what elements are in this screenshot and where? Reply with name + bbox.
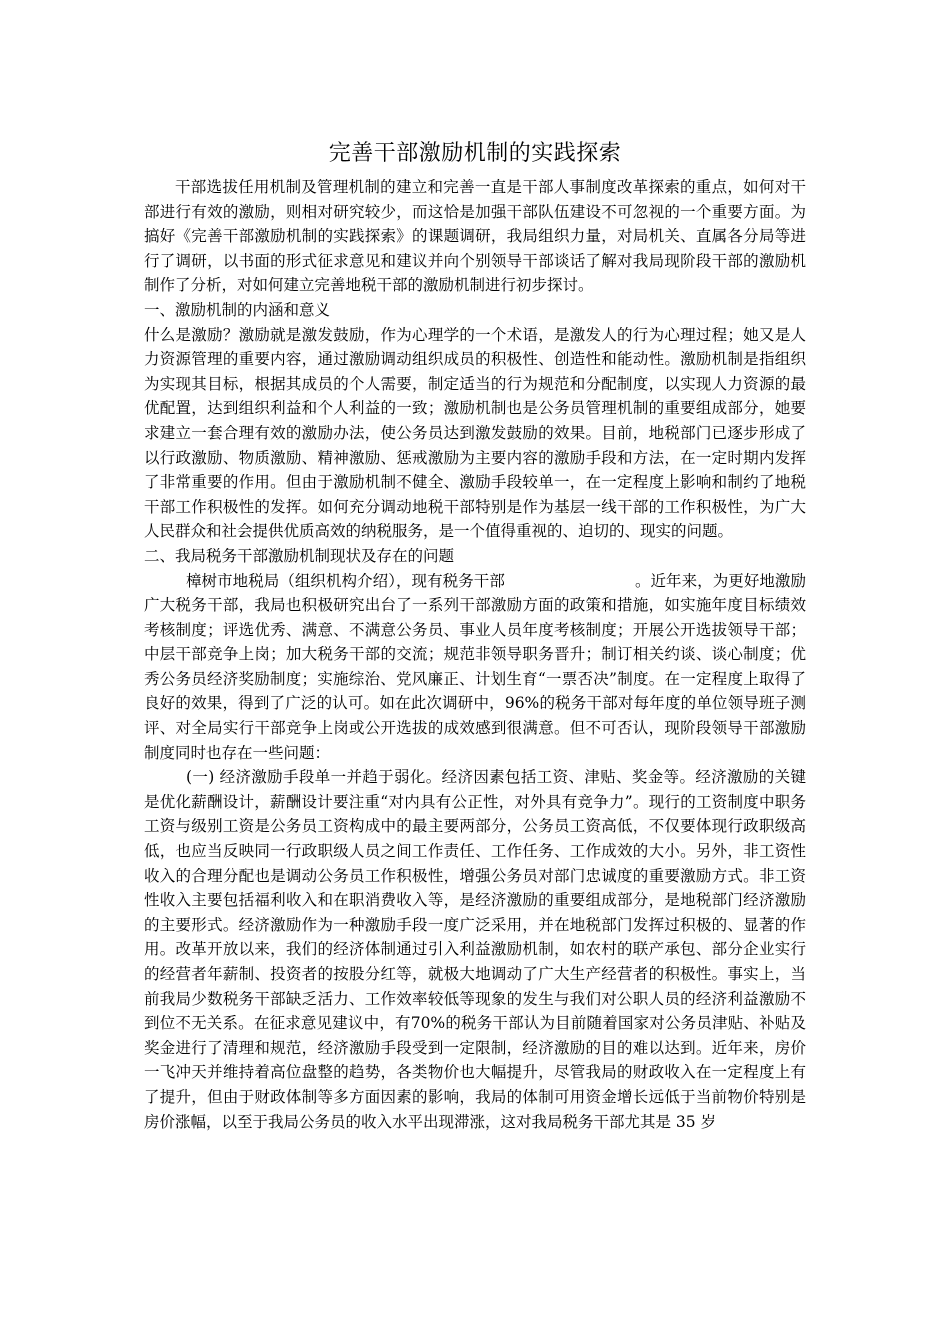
- document-page: [144, 137, 806, 1134]
- section-2-paragraph-1-start: 樟树市地税局（组织机构介绍），现有税务干部: [186, 571, 505, 590]
- section-2-heading: 二、我局税务干部激励机制现状及存在的问题: [144, 546, 455, 565]
- section-1-heading: 一、激励机制的内涵和意义: [144, 300, 331, 319]
- document-title: 完善干部激励机制的实践探索: [328, 141, 622, 166]
- intro-paragraph: 干部选拔任用机制及管理机制的建立和完善一直是干部人事制度改革探索的重点，如何对干部进行有效的激励，则相对研究较少，而这恰是加强干部队伍建设不可忽视的一个重要方面。为搞好《完善干部激励机制的实践探索》的课题调研，我局组织力量，对局机关、直属各分局等进行了调研，以书面的形式征求意见和建议并向个别领导干部谈话了解对我局现阶段干部的激励机制作了分析，对如何建立完善地税干部的激励机制进行初步探讨。: [144, 178, 806, 295]
- section-2-paragraph-2: (一) 经济激励手段单一并趋于弱化。经济因素包括工资、津贴、奖金等。经济激励的关键是优化薪酬设计，薪酬设计要注重“对内具有公正性，对外具有竞争力”。现行的工资制度中职务工资与级别工资是公务员工资构成中的最主要两部分，公务员工资高低，不仅要体现行政职级高低，也应当反映同一行政职级人员之间工作责任、工作任务、工作成效的大小。另外，非工资性收入的合理分配也是调动公务员工作积极性，增强公务员对部门忠诚度的重要激励方式。非工资性收入主要包括福利收入和在职消费收入等，是经济激励的重要组成部分，是地税部门经济激励的主要形式。经济激励作为一种激励手段一度广泛采用，并在地税部门发挥过积极的、显著的作用。改革开放以来，我们的经济体制通过引入利益激励机制，如农村的联产承包、部分企业实行的经营者年薪制、投资者的按股分红等，就极大地调动了广大生产经营者的积极性。事实上，当前我局少数税务干部缺乏活力、工作效率较低等现象的发生与我们对公职人员的经济利益激励不到位不无关系。在征求意见建议中，有70%的税务干部认为目前随着国家对公务员津贴、补贴及奖金进行了清理和规范，经济激励手段受到一定限制，经济激励的目的难以达到。近年来，房价一飞冲天并维持着高位盘整的趋势，各类物价也大幅提升，尽管我局的财政收入在一定程度上有了提升，但由于财政体制等多方面因素的影响，我局的体制可用资金增长远低于当前物价特别是房价涨幅，以至于我局公务员的收入水平出现滞涨，这对我局税务干部尤其是 35 岁: [144, 768, 806, 1131]
- section-2-paragraph-1: [144, 569, 806, 766]
- section-2-paragraph-1-rest: 。近年来，为更好地激励广大税务干部，我局也积极研究出台了一系列干部激励方面的政策和措施，如实施年度目标绩效考核制度；评选优秀、满意、不满意公务员、事业人员年度考核制度；开展公开选拔领导干部；中层干部竞争上岗；加大税务干部的交流；规范非领导职务晋升；制订相关约谈、谈心制度；优秀公务员经济奖励制度；实施综治、党风廉正、计划生育“一票否决”制度。在一定程度上取得了良好的效果，得到了广泛的认可。如在此次调研中，96%的税务干部对每年度的单位领导班子测评、对全局实行干部竞争上岗或公开选拔的成效感到很满意。但不可否认，现阶段领导干部激励制度同时也存在一些问题：: [144, 571, 806, 762]
- section-1-body: 什么是激励？激励就是激发鼓励，作为心理学的一个术语，是激发人的行为心理过程；她又是人力资源管理的重要内容，通过激励调动组织成员的积极性、创造性和能动性。激励机制是指组织为实现其目标，根据其成员的个人需要，制定适当的行为规范和分配制度，以实现人力资源的最优配置，达到组织利益和个人利益的一致；激励机制也是公务员管理机制的重要组成部分，她要求建立一套合理有效的激励办法，使公务员达到激发鼓励的效果。目前，地税部门已逐步形成了以行政激励、物质激励、精神激励、惩戒激励为主要内容的激励手段和方法，在一定时期内发挥了非常重要的作用。但由于激励机制不健全、激励手段较单一，在一定程度上影响和制约了地税干部工作积极性的发挥。如何充分调动地税干部特别是作为基层一线干部的工作积极性，为广大人民群众和社会提供优质高效的纳税服务，是一个值得重视的、迫切的、现实的问题。: [144, 325, 806, 541]
